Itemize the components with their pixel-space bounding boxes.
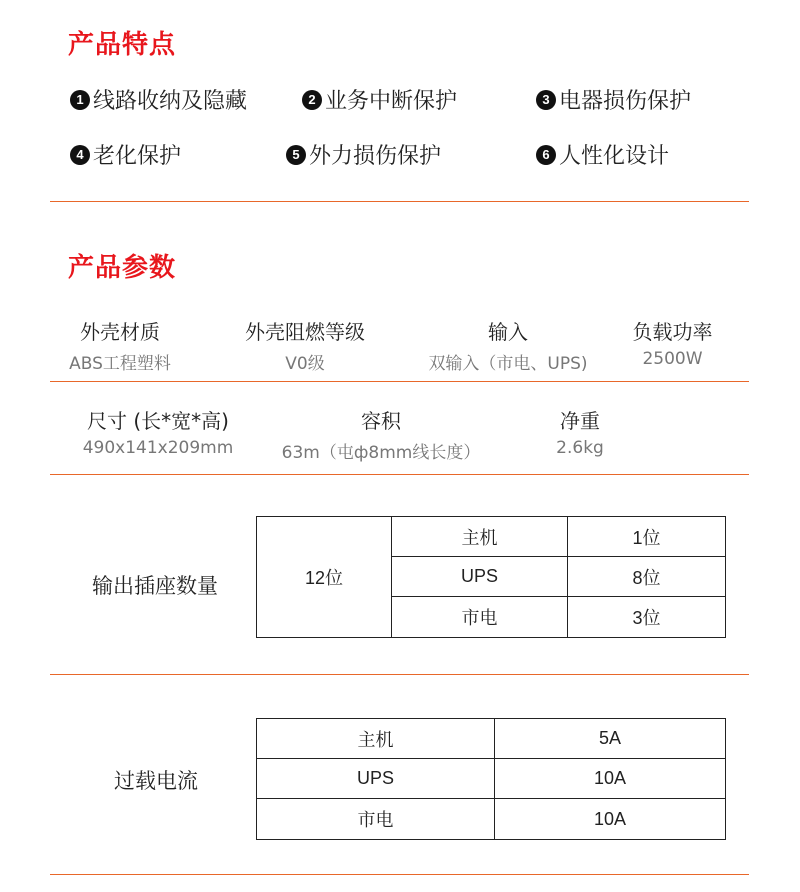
overload-name-cell: 主机 — [257, 719, 495, 759]
number-4-badge: 4 — [70, 145, 90, 165]
table-row — [257, 759, 726, 799]
table-row — [257, 719, 726, 759]
table-row — [257, 799, 726, 840]
overload-name-cell: UPS — [257, 759, 495, 799]
outlets-total-cell: 12位 — [257, 517, 392, 638]
overload-table — [256, 718, 726, 840]
outlet-name-cell: UPS — [392, 557, 568, 597]
feature-item-4 — [70, 139, 181, 170]
param-value: 2500W — [642, 349, 703, 369]
param-value: 2.6kg — [556, 438, 604, 458]
outlets-table — [256, 516, 726, 638]
divider — [50, 381, 749, 382]
param-label: 外壳材质 — [80, 320, 160, 344]
overload-value-cell: 10A — [495, 759, 726, 799]
divider — [50, 474, 749, 475]
feature-label: 人性化设计 — [559, 144, 670, 169]
number-1-badge: 1 — [70, 90, 90, 110]
number-5-badge: 5 — [286, 145, 306, 165]
param-label: 输入 — [488, 320, 528, 344]
param-label: 外壳阻燃等级 — [245, 320, 365, 344]
table-row — [257, 517, 726, 557]
param-label: 容积 — [361, 409, 401, 433]
divider — [50, 874, 749, 875]
feature-item-6 — [536, 139, 669, 170]
outlet-name-cell: 主机 — [392, 517, 568, 557]
param-volume — [266, 405, 496, 463]
overload-value-cell: 10A — [495, 799, 726, 840]
features-title: 产品特点 — [68, 30, 177, 60]
overload-name-cell: 市电 — [257, 799, 495, 840]
number-3-badge: 3 — [536, 90, 556, 110]
param-value: 双输入（市电、UPS) — [428, 354, 588, 374]
outlets-label: 输出插座数量 — [92, 574, 218, 598]
param-value: 490x141x209mm — [82, 438, 234, 458]
divider — [50, 674, 749, 675]
outlet-count-cell: 3位 — [568, 597, 726, 638]
feature-label: 外力损伤保护 — [309, 144, 442, 169]
param-dimensions — [68, 405, 248, 458]
param-value: ABS工程塑料 — [69, 354, 171, 374]
param-label: 负载功率 — [632, 320, 713, 344]
feature-label: 电器损伤保护 — [559, 89, 692, 114]
overload-label: 过载电流 — [114, 769, 198, 793]
feature-item-1 — [70, 84, 247, 115]
params-title: 产品参数 — [68, 253, 177, 283]
param-flame-rating — [230, 316, 380, 374]
divider — [50, 201, 749, 202]
param-input — [408, 316, 608, 374]
feature-item-3 — [536, 84, 691, 115]
feature-item-2 — [302, 84, 457, 115]
feature-label: 线路收纳及隐藏 — [93, 89, 248, 114]
param-value: V0级 — [285, 354, 325, 374]
feature-label: 老化保护 — [93, 144, 182, 169]
number-6-badge: 6 — [536, 145, 556, 165]
number-2-badge: 2 — [302, 90, 322, 110]
param-shell-material — [60, 316, 180, 374]
param-label: 净重 — [560, 409, 600, 433]
param-load-power — [615, 316, 730, 369]
param-net-weight — [530, 405, 630, 458]
feature-label: 业务中断保护 — [325, 89, 458, 114]
param-value: 63m（屯ф8mm线长度） — [281, 443, 481, 463]
overload-value-cell: 5A — [495, 719, 726, 759]
outlet-count-cell: 8位 — [568, 557, 726, 597]
param-label: 尺寸 (长*宽*高) — [87, 409, 229, 433]
outlet-name-cell: 市电 — [392, 597, 568, 638]
outlet-count-cell: 1位 — [568, 517, 726, 557]
feature-item-5 — [286, 139, 441, 170]
